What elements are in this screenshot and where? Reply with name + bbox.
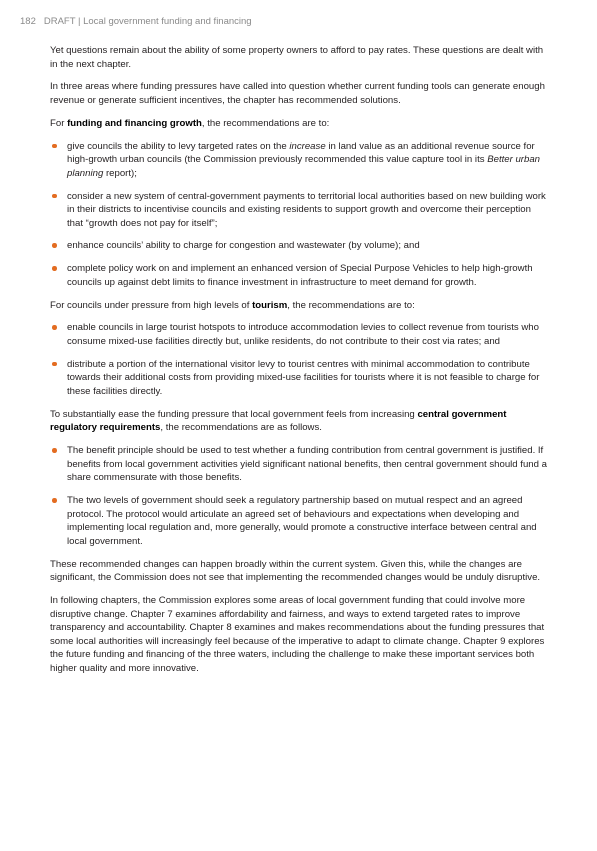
bullet-icon (52, 325, 57, 330)
growth-b1-em2: Better urban planning (67, 154, 541, 179)
tourism-b2: distribute a portion of the international visitor levy to tourist centres with minimal accommodation to contribute towards their additional costs from providing mixed-use facilities for tourists where it is not feasible to charge for these facilities directly. (67, 358, 540, 397)
growth-b1-mid: in land value as an additional revenue source for high-growth urban councils (the Commission previously recommended this value capture tool in its (67, 140, 535, 166)
central-lead (50, 408, 547, 435)
central-lead-bold: central government regulatory requirements (50, 408, 507, 434)
list-item (50, 444, 547, 485)
growth-list (50, 140, 547, 290)
list-item (50, 239, 547, 253)
growth-b4: complete policy work on and implement an enhanced version of Special Purpose Vehicles to help high-growth councils up against debt limits to finance investment in infrastructure to meet demand for growth. (67, 263, 533, 288)
bullet-icon (52, 266, 57, 271)
central-lead-pre: To substantially ease the funding pressure that local government feels from increasing (50, 408, 418, 420)
bullet-icon (52, 194, 57, 199)
list-item (50, 321, 547, 348)
growth-b1-post: report); (103, 167, 137, 179)
body-content (50, 44, 547, 685)
central-b1: The benefit principle should be used to test whether a funding contribution from central government is justified. If benefits from local government activities yield significant national benefits, then central government should fund a share commensurate with those benefits. (67, 445, 547, 484)
bullet-icon (52, 243, 57, 248)
growth-lead (50, 117, 547, 131)
bullet-icon (52, 498, 57, 503)
bullet-icon (52, 448, 57, 453)
growth-b1-pre: give councils the ability to levy targeted rates on the (67, 140, 290, 152)
running-title: DRAFT | Local government funding and financing (43, 16, 252, 27)
bullet-icon (52, 362, 57, 367)
central-list (50, 444, 547, 548)
tourism-b1: enable councils in large tourist hotspots to introduce accommodation levies to collect revenue from tourists who consume mixed-use facilities directly but, unlike residents, do not contribute to their cost via rates; and (67, 322, 539, 347)
list-item (50, 140, 547, 181)
growth-lead-bold: funding and financing growth (67, 117, 202, 129)
intro-paragraph-2: In three areas where funding pressures have called into question whether current funding tools can generate enough revenue or generate sufficient incentives, the chapter has recommended solutions. (50, 81, 545, 106)
central-lead-post: , the recommendations are as follows. (160, 422, 322, 434)
tourism-lead-pre: For councils under pressure from high levels of (50, 299, 253, 311)
list-item (50, 262, 547, 289)
growth-b1-em: increase (289, 140, 326, 152)
growth-lead-post: , the recommendations are to: (201, 117, 330, 129)
page-number: 182 (20, 16, 36, 27)
tourism-lead (50, 299, 547, 313)
page-header (20, 16, 252, 27)
tourism-lead-post: , the recommendations are to: (287, 299, 415, 311)
closing-paragraph-2: In following chapters, the Commission explores some areas of local government funding that could involve more disruptive change. Chapter 7 examines affordability and fairness, and ways to extend targeted rates to improve transparency and accountability. Chapter 8 examines and makes recommendations about the funding pressures that some local authorities will increasingly feel because of the imperative to adapt to climate change. Chapter 9 explores the future funding and financing of the three waters, including the challenge to make these important services both higher quality and more innovative. (50, 595, 545, 674)
growth-b3: enhance councils’ ability to charge for congestion and wastewater (by volume); and (67, 240, 420, 252)
list-item (50, 358, 547, 399)
list-item (50, 494, 547, 548)
closing-paragraph-1: These recommended changes can happen broadly within the current system. Given this, while the changes are significant, the Commission does not see that implementing the recommended changes would be unduly disruptive. (50, 558, 541, 584)
tourism-lead-bold: tourism (252, 299, 288, 311)
central-b2: The two levels of government should seek a regulatory partnership based on mutual respect and an agreed protocol. The protocol would articulate an agreed set of behaviours and expectations when developing and implementing local regulation and, more generally, would promote a constructive interface between central and local government. (67, 495, 537, 547)
growth-b2: consider a new system of central-government payments to territorial local authorities based on new building work in their districts to incentivise councils and existing residents to support growth and overcome their perception that “growth does not pay for itself”; (67, 190, 546, 229)
bullet-icon (52, 144, 57, 149)
list-item (50, 190, 547, 231)
growth-lead-pre: For (50, 117, 68, 129)
intro-paragraph-1: Yet questions remain about the ability of some property owners to afford to pay rates. These questions are dealt with in the next chapter. (50, 45, 544, 70)
tourism-list (50, 321, 547, 398)
